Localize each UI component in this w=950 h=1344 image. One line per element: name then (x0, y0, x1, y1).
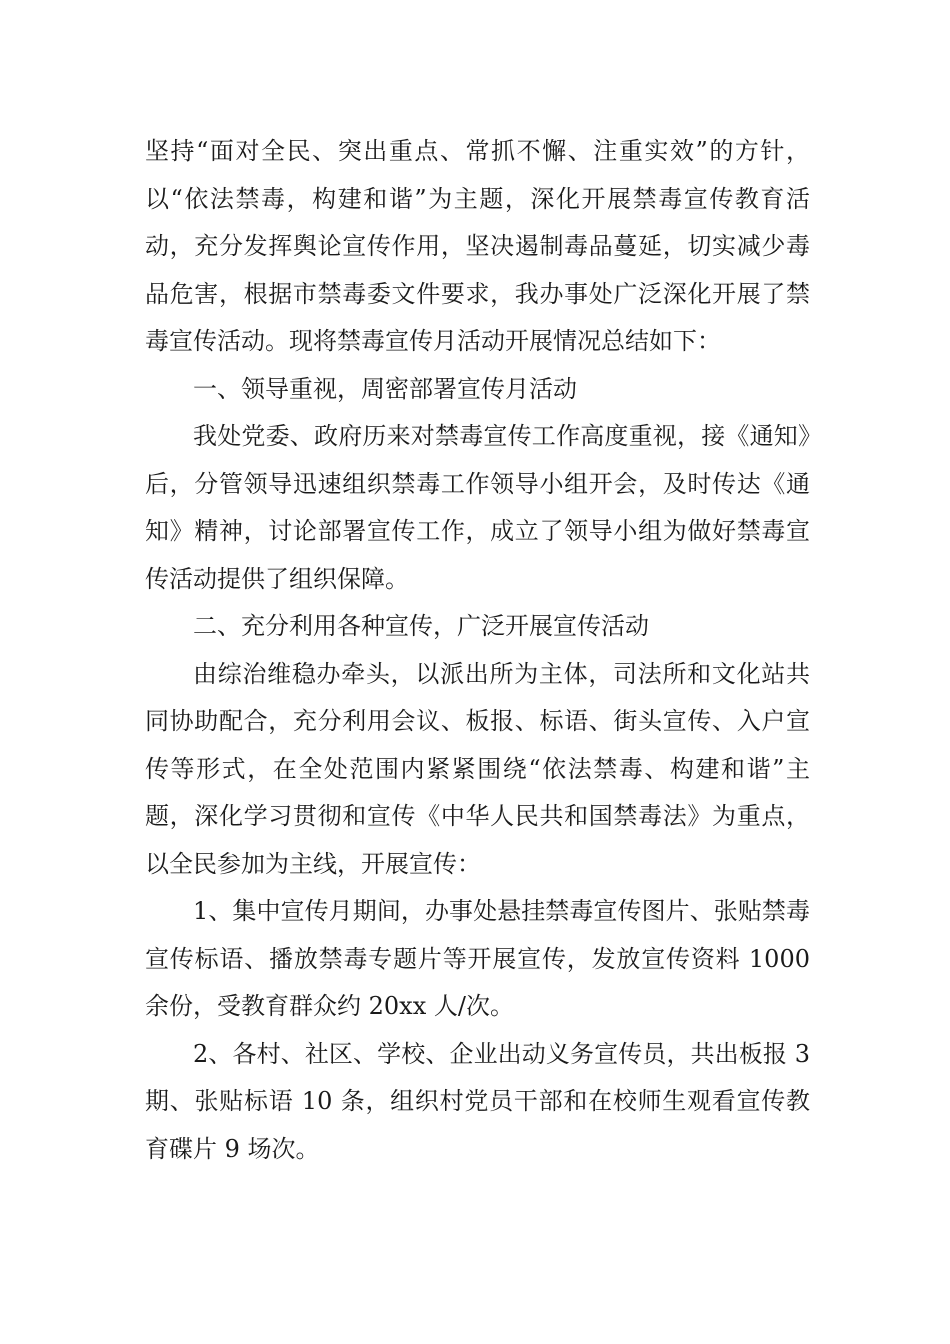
section-2-heading: 二、充分利用各种宣传，广泛开展宣传活动 (193, 612, 649, 640)
list-item-2: 2、各村、社区、学校、企业出动义务宣传员，共出板报 3 期、张贴标语 10 条，组织村党员干部和在校师生观看宣传教育碟片 9 场次。 (145, 1039, 810, 1163)
section-1-heading: 一、领导重视，周密部署宣传月活动 (193, 374, 577, 403)
section-2-paragraph: 由综治维稳办牵头，以派出所为主体，司法所和文化站共同协助配合，充分利用会议、板报、标语、街头宣传、入户宣传等形式，在全处范围内紧紧围绕“依法禁毒、构建和谐”主题，深化学习贯彻和宣传《中华人民共和国禁毒法》为重点，以全民参加为主线，开展宣传： (145, 659, 810, 878)
intro-paragraph: 坚持“面对全民、突出重点、常抓不懈、注重实效”的方针，以“依法禁毒，构建和谐”为主题，深化开展禁毒宣传教育活动，充分发挥舆论宣传作用，坚决遏制毒品蔓延，切实减少毒品危害，根据市禁毒委文件要求，我办事处广泛深化开展了禁毒宣传活动。现将禁毒宣传月活动开展情况总结如下： (145, 137, 810, 355)
document-page (145, 128, 810, 1173)
list-item-1: 1、集中宣传月期间，办事处悬挂禁毒宣传图片、张贴禁毒宣传标语、播放禁毒专题片等开展宣传，发放宣传资料 1000 余份，受教育群众约 20xx 人/次。 (145, 897, 810, 1020)
section-1-paragraph: 我处党委、政府历来对禁毒宣传工作高度重视，接《通知》后，分管领导迅速组织禁毒工作领导小组开会，及时传达《通知》精神，讨论部署宣传工作，成立了领导小组为做好禁毒宣传活动提供了组织保障。 (145, 422, 810, 593)
